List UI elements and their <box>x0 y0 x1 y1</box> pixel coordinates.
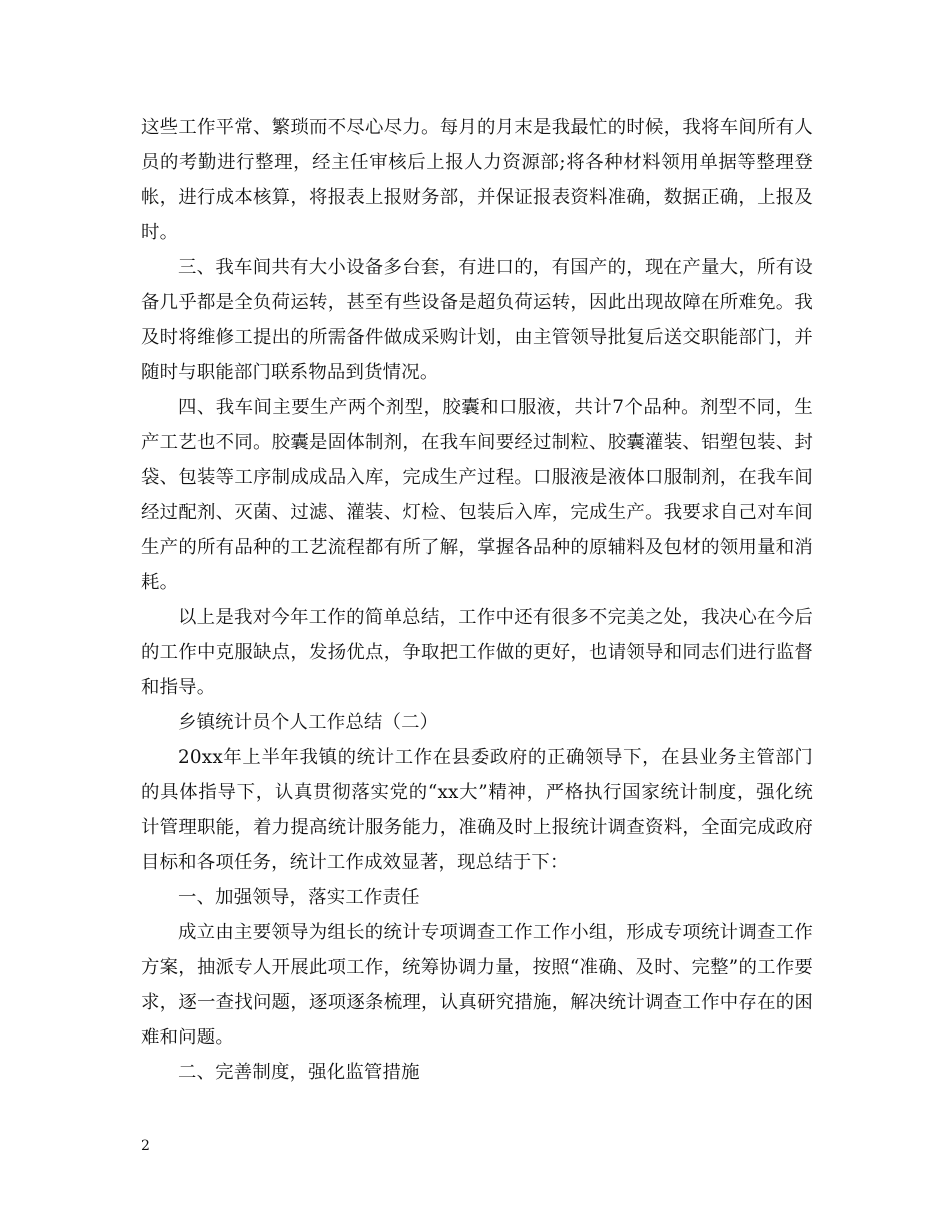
paragraph-3: 四、我车间主要生产两个剂型，胶囊和口服液，共计7个品种。剂型不同，生产工艺也不同。胶囊是固体制剂，在我车间要经过制粒、胶囊灌装、铝塑包装、封袋、包装等工序制成成品入库，完成生产过程。口服液是液体口服制剂，在我车间经过配剂、灭菌、过滤、灌装、灯检、包装后入库，完成生产。我要求自己对车间生产的所有品种的工艺流程都有所了解，掌握各品种的原辅料及包材的领用量和消耗。 <box>141 397 813 593</box>
document-body <box>141 110 813 1090</box>
paragraph-2: 三、我车间共有大小设备多台套，有进口的，有国产的，现在产量大，所有设备几乎都是全负荷运转，甚至有些设备是超负荷运转，因此出现故障在所难免。我及时将维修工提出的所需备件做成采购计划，由主管领导批复后送交职能部门，并随时与职能部门联系物品到货情况。 <box>141 257 813 383</box>
heading-1: 一、加强领导，落实工作责任 <box>178 887 420 908</box>
heading-2: 二、完善制度，强化监管措施 <box>178 1062 420 1083</box>
paragraph-1: 这些工作平常、繁琐而不尽心尽力。每月的月末是我最忙的时候，我将车间所有人员的考勤进行整理，经主任审核后上报人力资源部;将各种材料领用单据等整理登帐，进行成本核算，将报表上报财务部，并保证报表资料准确，数据正确，上报及时。 <box>141 117 813 243</box>
paragraph-5: 20xx年上半年我镇的统计工作在县委政府的正确领导下，在县业务主管部门的具体指导下，认真贯彻落实党的“xx大”精神，严格执行国家统计制度，强化统计管理职能，着力提高统计服务能力，准确及时上报统计调查资料，全面完成政府目标和各项任务，统计工作成效显著，现总结于下： <box>141 747 813 873</box>
paragraph-4: 以上是我对今年工作的简单总结，工作中还有很多不完美之处，我决心在今后的工作中克服缺点，发扬优点，争取把工作做的更好，也请领导和同志们进行监督和指导。 <box>141 607 813 698</box>
section-title: 乡镇统计员个人工作总结（二） <box>178 712 439 733</box>
paragraph-6: 成立由主要领导为组长的统计专项调查工作工作小组，形成专项统计调查工作方案，抽派专人开展此项工作，统筹协调力量，按照“准确、及时、完整”的工作要求，逐一查找问题，逐项逐条梳理，认真研究措施，解决统计调查工作中存在的困难和问题。 <box>141 922 813 1048</box>
page-number: 2 <box>141 1138 150 1154</box>
